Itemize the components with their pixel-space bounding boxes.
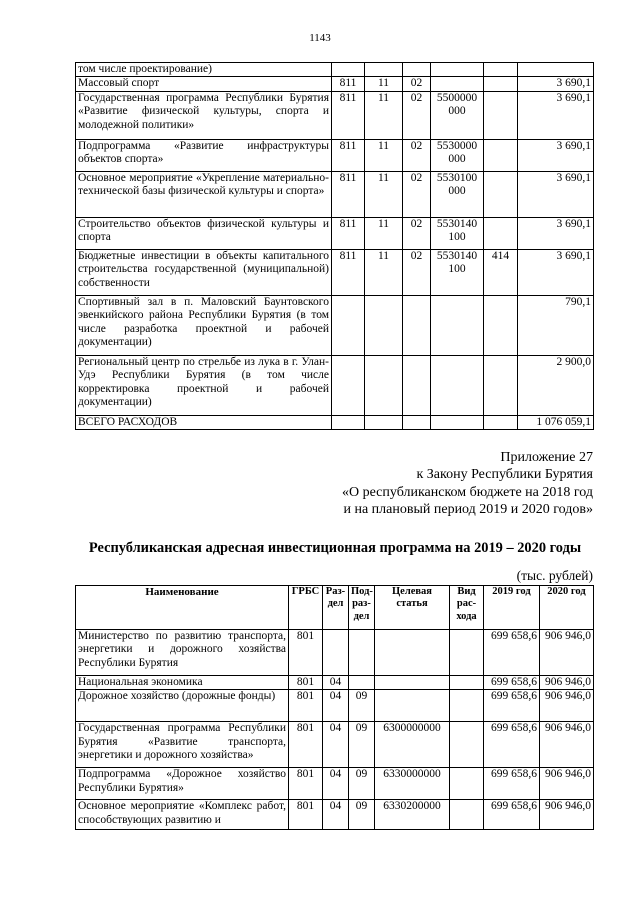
row-2019: 699 658,6 xyxy=(484,690,540,722)
row-statya: 6330000000 xyxy=(375,768,450,800)
units-label: (тыс. рублей) xyxy=(516,568,593,583)
appendix-law-title-1: «О республиканском бюджете на 2018 год xyxy=(342,484,593,500)
row-razdel: 11 xyxy=(365,91,403,139)
row-vid xyxy=(450,676,484,690)
table-row xyxy=(76,77,594,91)
row-grbs: 801 xyxy=(289,722,323,768)
row-podrazdel: 02 xyxy=(403,217,431,249)
row-vid xyxy=(450,768,484,800)
row-statya xyxy=(431,63,484,77)
header-name: Наименование xyxy=(76,586,289,630)
row-podrazdel: 02 xyxy=(403,249,431,295)
row-grbs: 811 xyxy=(332,249,365,295)
row-razdel: 11 xyxy=(365,139,403,171)
row-podrazdel: 09 xyxy=(349,722,375,768)
row-razdel: 11 xyxy=(365,249,403,295)
table-row xyxy=(76,249,594,295)
row-vid xyxy=(484,77,518,91)
table-row xyxy=(76,139,594,171)
table-row xyxy=(76,722,594,768)
row-name: Региональный центр по стрельбе из лука в г. Улан-Удэ Республики Бурятия (в том числе корректировка проектной и рабочей документации) xyxy=(76,355,332,415)
row-sum: 3 690,1 xyxy=(518,171,594,217)
row-name: Подпрограмма «Развитие инфраструктуры объектов спорта» xyxy=(76,139,332,171)
row-razdel xyxy=(365,295,403,355)
row-2020: 906 946,0 xyxy=(540,676,594,690)
row-2019: 699 658,6 xyxy=(484,800,540,830)
table-header-row xyxy=(76,586,594,630)
header-grbs: ГРБС xyxy=(289,586,323,630)
row-statya xyxy=(375,676,450,690)
row-grbs: 811 xyxy=(332,139,365,171)
header-razdel: Раз-дел xyxy=(323,586,349,630)
row-statya xyxy=(431,415,484,429)
row-sum: 3 690,1 xyxy=(518,91,594,139)
row-2019: 699 658,6 xyxy=(484,630,540,676)
expenses-table-continuation xyxy=(75,62,594,430)
row-name: Министерство по развитию транспорта, энергетики и дорожного хозяйства Республики Бурятия xyxy=(76,630,289,676)
row-name: Государственная программа Республики Бурятия «Развитие транспорта, энергетики и дорожного хозяйства» xyxy=(76,722,289,768)
row-sum: 3 690,1 xyxy=(518,217,594,249)
row-razdel xyxy=(365,355,403,415)
row-razdel: 04 xyxy=(323,800,349,830)
row-podrazdel: 02 xyxy=(403,91,431,139)
row-vid xyxy=(484,139,518,171)
row-name: Основное мероприятие «Укрепление материально-технической базы физической культуры и спорта» xyxy=(76,171,332,217)
row-grbs xyxy=(332,63,365,77)
row-razdel: 11 xyxy=(365,217,403,249)
row-statya: 5530100 000 xyxy=(431,171,484,217)
appendix-law: к Закону Республики Бурятия xyxy=(416,467,593,483)
row-2020: 906 946,0 xyxy=(540,722,594,768)
row-grbs: 811 xyxy=(332,217,365,249)
row-sum: 3 690,1 xyxy=(518,77,594,91)
row-2019: 699 658,6 xyxy=(484,722,540,768)
row-sum: 2 900,0 xyxy=(518,355,594,415)
table-row xyxy=(76,676,594,690)
table-row xyxy=(76,91,594,139)
row-2020: 906 946,0 xyxy=(540,800,594,830)
table-row xyxy=(76,171,594,217)
row-2020: 906 946,0 xyxy=(540,768,594,800)
investment-program-table xyxy=(75,585,594,830)
row-2019: 699 658,6 xyxy=(484,768,540,800)
row-grbs: 801 xyxy=(289,690,323,722)
row-grbs: 801 xyxy=(289,800,323,830)
row-grbs xyxy=(332,415,365,429)
row-vid xyxy=(484,355,518,415)
row-statya: 5500000 000 xyxy=(431,91,484,139)
table-row xyxy=(76,768,594,800)
row-grbs: 811 xyxy=(332,91,365,139)
row-vid xyxy=(484,91,518,139)
row-name: Национальная экономика xyxy=(76,676,289,690)
row-razdel xyxy=(323,630,349,676)
row-statya: 5530000 000 xyxy=(431,139,484,171)
table-row xyxy=(76,690,594,722)
header-podrazdel: Под-раз-дел xyxy=(349,586,375,630)
table-row xyxy=(76,415,594,429)
row-sum: 3 690,1 xyxy=(518,139,594,171)
table-row xyxy=(76,217,594,249)
table-row xyxy=(76,800,594,830)
row-name: Бюджетные инвестиции в объекты капитального строительства государственной (муниципальной) собственности xyxy=(76,249,332,295)
row-vid xyxy=(450,630,484,676)
row-podrazdel xyxy=(349,676,375,690)
row-vid: 414 xyxy=(484,249,518,295)
appendix-header xyxy=(342,449,593,519)
row-sum: 790,1 xyxy=(518,295,594,355)
row-razdel: 04 xyxy=(323,768,349,800)
row-razdel: 11 xyxy=(365,171,403,217)
row-statya: 5530140 100 xyxy=(431,217,484,249)
row-name: Основное мероприятие «Комплекс работ, способствующих развитию и xyxy=(76,800,289,830)
row-statya: 6300000000 xyxy=(375,722,450,768)
row-vid xyxy=(484,63,518,77)
row-razdel: 04 xyxy=(323,722,349,768)
row-vid xyxy=(450,800,484,830)
row-grbs xyxy=(332,295,365,355)
row-grbs: 801 xyxy=(289,768,323,800)
row-sum xyxy=(518,63,594,77)
row-name: Спортивный зал в п. Маловский Баунтовского эвенкийского района Республики Бурятия (в том числе разработка проектной и рабочей документации) xyxy=(76,295,332,355)
header-2019: 2019 год xyxy=(484,586,540,630)
row-razdel: 04 xyxy=(323,690,349,722)
row-grbs: 811 xyxy=(332,171,365,217)
row-statya xyxy=(375,630,450,676)
row-statya xyxy=(431,355,484,415)
row-podrazdel xyxy=(403,355,431,415)
appendix-law-title-2: и на плановый период 2019 и 2020 годов» xyxy=(343,502,593,518)
row-grbs: 801 xyxy=(289,630,323,676)
table-row xyxy=(76,630,594,676)
header-statya: Целевая статья xyxy=(375,586,450,630)
header-vid: Вид рас-хода xyxy=(450,586,484,630)
row-statya xyxy=(431,77,484,91)
row-razdel xyxy=(365,415,403,429)
row-statya: 6330200000 xyxy=(375,800,450,830)
row-vid xyxy=(484,415,518,429)
row-razdel: 11 xyxy=(365,77,403,91)
row-statya xyxy=(431,295,484,355)
row-podrazdel: 09 xyxy=(349,690,375,722)
row-sum: 3 690,1 xyxy=(518,249,594,295)
row-2020: 906 946,0 xyxy=(540,630,594,676)
row-sum: 1 076 059,1 xyxy=(518,415,594,429)
row-vid xyxy=(484,217,518,249)
page-number: 1143 xyxy=(309,32,331,44)
row-2020: 906 946,0 xyxy=(540,690,594,722)
row-name: Подпрограмма «Дорожное хозяйство Республики Бурятия» xyxy=(76,768,289,800)
row-statya: 5530140 100 xyxy=(431,249,484,295)
table-row xyxy=(76,63,594,77)
row-2019: 699 658,6 xyxy=(484,676,540,690)
row-vid xyxy=(450,690,484,722)
row-podrazdel xyxy=(349,630,375,676)
row-name: Массовый спорт xyxy=(76,77,332,91)
document-title: Республиканская адресная инвестиционная программа на 2019 – 2020 годы xyxy=(88,540,582,556)
row-statya xyxy=(375,690,450,722)
row-podrazdel: 02 xyxy=(403,171,431,217)
row-grbs: 811 xyxy=(332,77,365,91)
row-vid xyxy=(484,171,518,217)
row-grbs: 801 xyxy=(289,676,323,690)
row-name: Дорожное хозяйство (дорожные фонды) xyxy=(76,690,289,722)
row-vid xyxy=(450,722,484,768)
row-podrazdel: 09 xyxy=(349,768,375,800)
appendix-number: Приложение 27 xyxy=(500,450,593,465)
row-grbs xyxy=(332,355,365,415)
row-razdel xyxy=(365,63,403,77)
row-name: том числе проектирование) xyxy=(76,63,332,77)
row-name: ВСЕГО РАСХОДОВ xyxy=(76,415,332,429)
row-podrazdel: 02 xyxy=(403,77,431,91)
row-podrazdel xyxy=(403,295,431,355)
table-row xyxy=(76,295,594,355)
row-name: Строительство объектов физической культуры и спорта xyxy=(76,217,332,249)
row-podrazdel xyxy=(403,63,431,77)
row-podrazdel: 09 xyxy=(349,800,375,830)
row-podrazdel xyxy=(403,415,431,429)
header-2020: 2020 год xyxy=(540,586,594,630)
row-name: Государственная программа Республики Бурятия «Развитие физической культуры, спорта и молодежной политики» xyxy=(76,91,332,139)
row-razdel: 04 xyxy=(323,676,349,690)
row-podrazdel: 02 xyxy=(403,139,431,171)
table-row xyxy=(76,355,594,415)
row-vid xyxy=(484,295,518,355)
